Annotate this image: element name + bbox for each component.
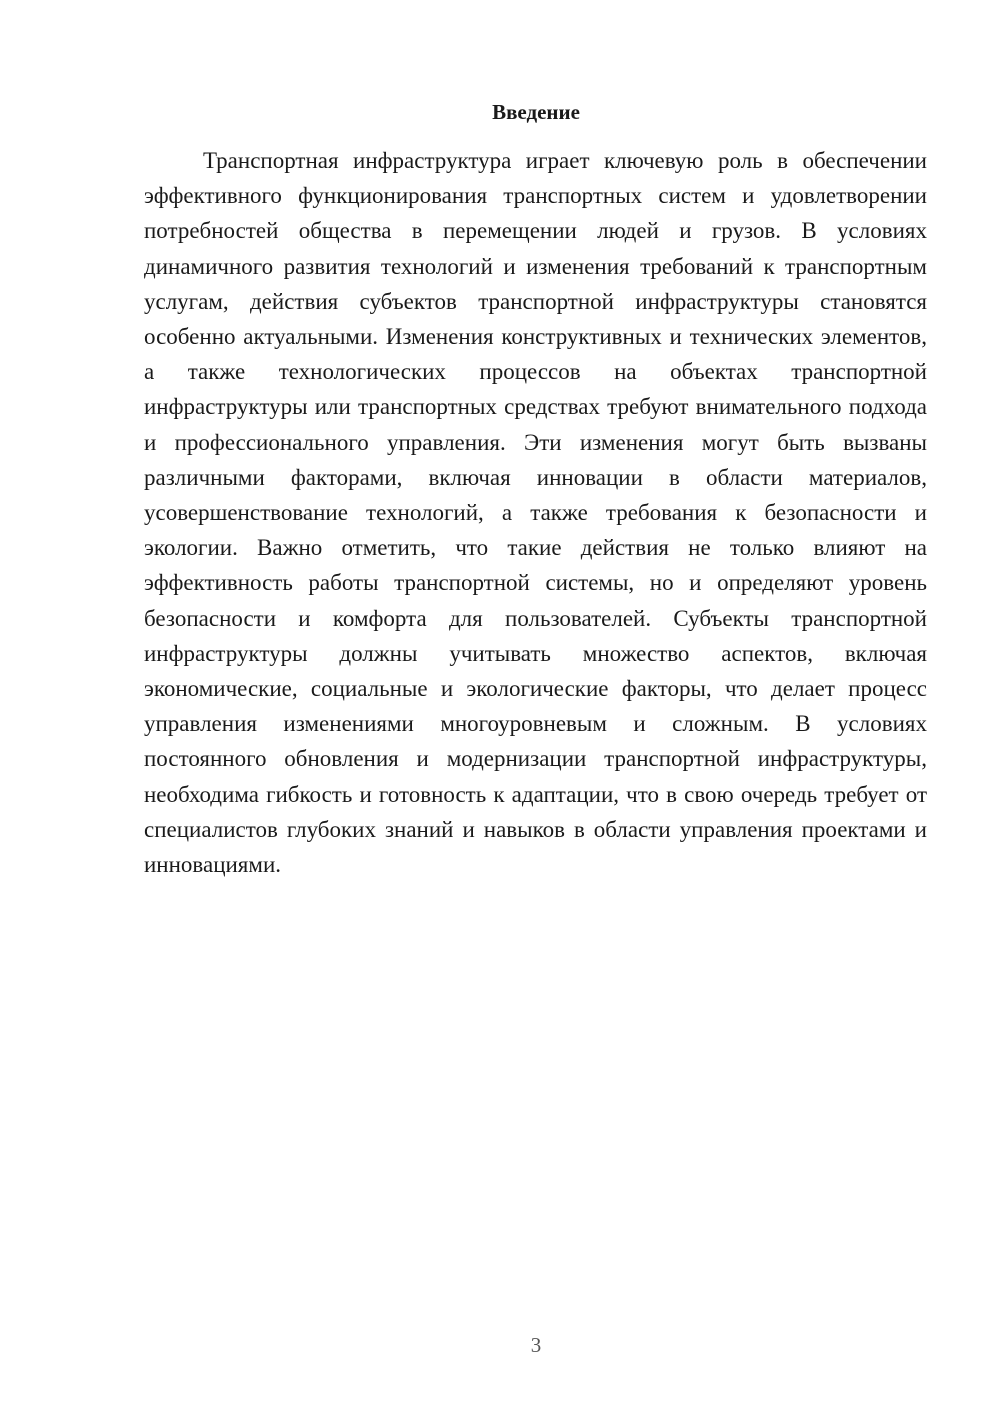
section-heading: Введение [492, 100, 580, 124]
page-number: 3 [530, 1333, 542, 1357]
body-paragraph: Транспортная инфраструктура играет ключевую роль в обеспечении эффективного функционирования транспортных систем и удовлетворении потребностей общества в перемещении людей и грузов. В условиях динамичного развития технологий и изменения требований к транспортным услугам, действия субъектов транспортной инфраструктуры становятся особенно актуальными. Изменения конструктивных и технических элементов, а также технологических процессов на объектах транспортной инфраструктуры или транспортных средствах требуют внимательного подхода и профессионального управления. Эти изменения могут быть вызваны различными факторами, включая инновации в области материалов, усовершенствование технологий, а также требования к безопасности и экологии. Важно отметить, что такие действия не только влияют на эффективность работы транспортной системы, но и определяют уровень безопасности и комфорта для пользователей. Субъекты транспортной инфраструктуры должны учитывать множество аспектов, включая экономические, социальные и экологические факторы, что делает процесс управления изменениями многоуровневым и сложным. В условиях постоянного обновления и модернизации транспортной инфраструктуры, необходима гибкость и готовность к адаптации, что в свою очередь требует от специалистов глубоких знаний и навыков в области управления проектами и инновациями. [144, 148, 927, 878]
